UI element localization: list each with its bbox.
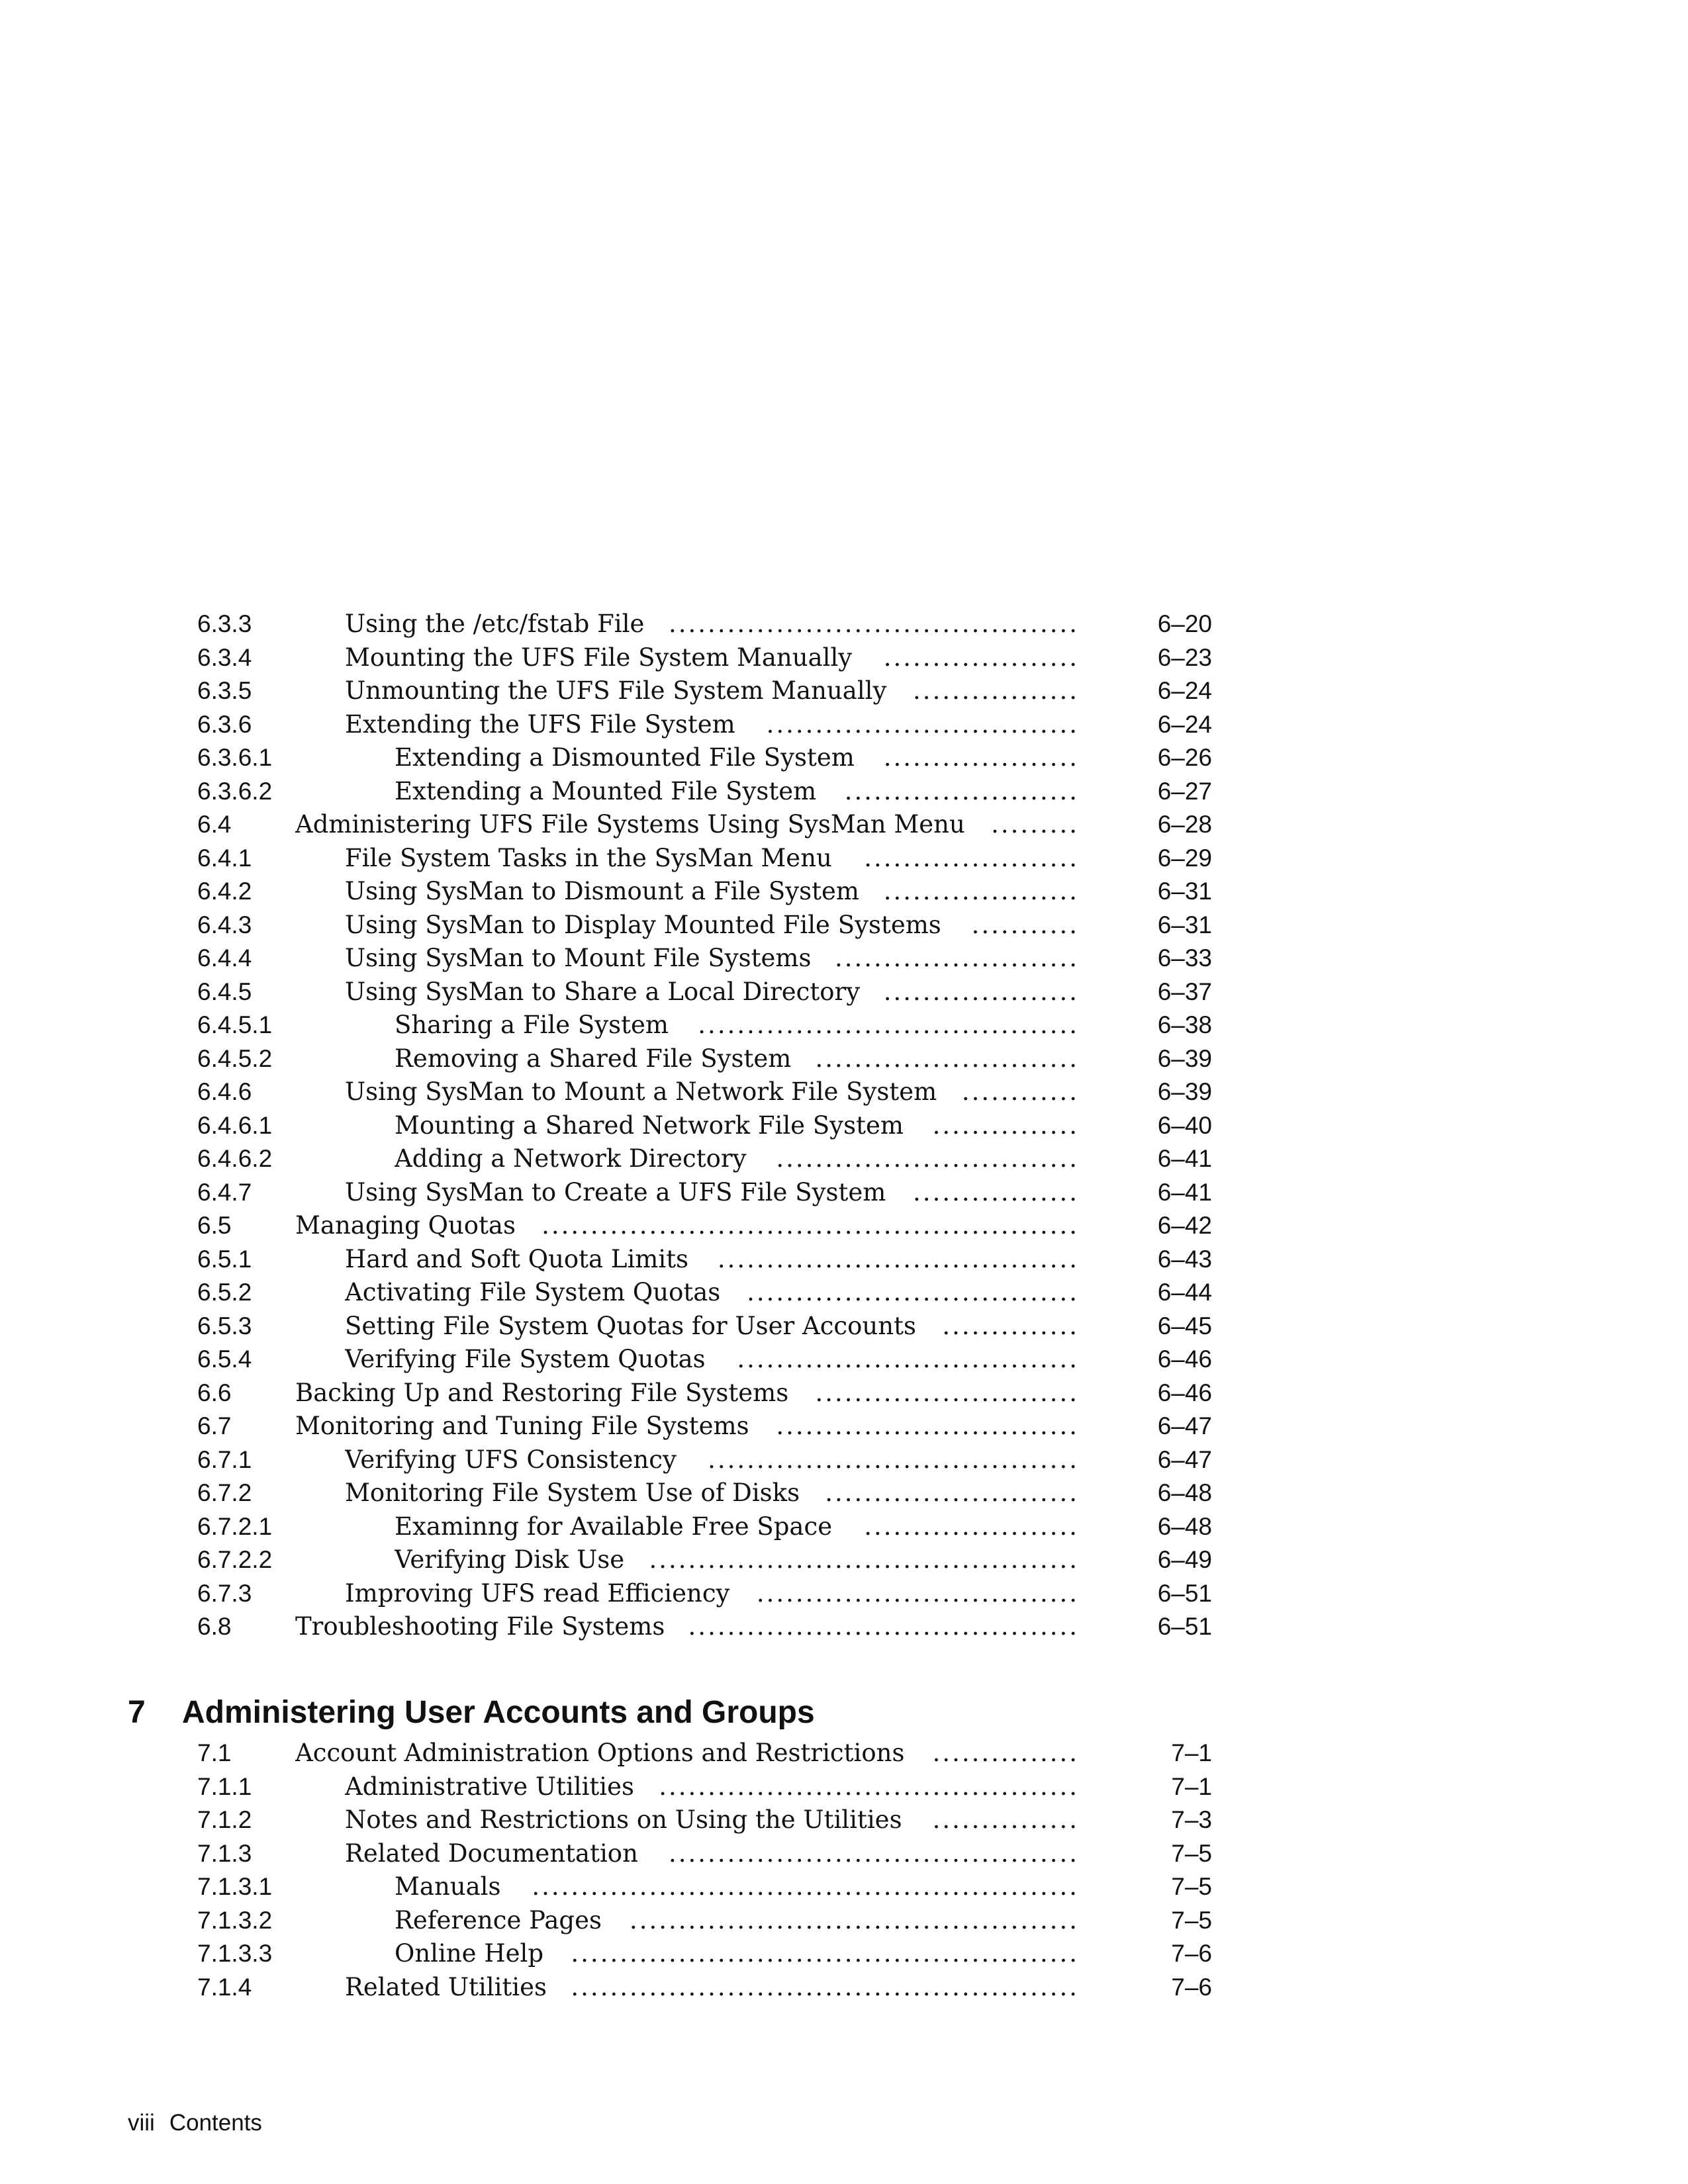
dot-leader: ........................................: [680, 1610, 1079, 1643]
dot-leader: ....................: [876, 741, 1079, 774]
dot-leader: ......................: [856, 1510, 1079, 1543]
toc-section-title: Notes and Restrictions on Using the Utilities: [345, 1805, 902, 1834]
toc-row: [0, 1443, 1688, 1477]
toc-row: [0, 1803, 1688, 1837]
dot-leader: ...........................................: [651, 1770, 1079, 1803]
toc-page-number: 7–1: [1171, 1739, 1212, 1766]
toc-section-title: Manuals: [395, 1872, 501, 1901]
toc-row: [0, 674, 1688, 707]
footer-section: Contents: [169, 2110, 262, 2136]
toc-entry: [345, 1803, 1079, 1837]
toc-row: [0, 1410, 1688, 1443]
toc-section-number: 6.3.6: [197, 710, 252, 738]
toc-section-number: 7.1.3: [197, 1839, 252, 1867]
toc-row: [0, 1310, 1688, 1343]
dot-leader: ...........: [964, 909, 1079, 942]
toc-row: [0, 1577, 1688, 1610]
toc-entry: [345, 1971, 1079, 2004]
dot-leader: .........: [983, 808, 1079, 841]
toc-entry: [345, 942, 1079, 975]
toc-entry: [395, 775, 1079, 808]
toc-row: [0, 1770, 1688, 1803]
toc-row: [0, 1510, 1688, 1543]
dot-leader: .....................................: [710, 1243, 1079, 1276]
toc-page-number: 6–48: [1157, 1479, 1212, 1506]
chapter-heading: [128, 1693, 815, 1733]
dot-leader: ....................................................: [563, 1937, 1079, 1970]
toc-section-title: Setting File System Quotas for User Accounts: [345, 1311, 916, 1340]
toc-section-number: 6.6: [197, 1379, 232, 1406]
toc-section-number: 6.3.6.2: [197, 777, 273, 805]
toc-row: [0, 1009, 1688, 1042]
toc-row: [0, 1243, 1688, 1276]
toc-entry: [395, 1904, 1079, 1937]
toc-row: [0, 1042, 1688, 1075]
toc-page-number: 6–48: [1157, 1512, 1212, 1540]
chapter-number: 7: [128, 1695, 146, 1730]
toc-section-number: 6.4.6: [197, 1078, 252, 1105]
toc-entry: [345, 1477, 1079, 1510]
dot-leader: ...............: [925, 1737, 1079, 1770]
toc-entry: [345, 608, 1079, 641]
toc-section-title: Using SysMan to Create a UFS File System: [345, 1177, 886, 1206]
toc-section-number: 6.7.1: [197, 1445, 252, 1473]
toc-section-number: 6.4.7: [197, 1178, 252, 1206]
toc-section-title: Unmounting the UFS File System Manually: [345, 676, 887, 705]
toc-section-title: Administering UFS File Systems Using SysMan Menu: [295, 810, 965, 839]
toc-row: [0, 1142, 1688, 1175]
dot-leader: ..........................................: [661, 608, 1079, 641]
toc-entry: [395, 1109, 1079, 1142]
toc-entry: [345, 1443, 1079, 1477]
toc-entry: [345, 674, 1079, 707]
dot-leader: ......................................: [700, 1443, 1079, 1477]
toc-entry: [295, 1737, 1079, 1770]
toc-section-title: Extending a Dismounted File System: [395, 743, 855, 772]
toc-row: [0, 1209, 1688, 1242]
toc-section-number: 6.4.4: [197, 944, 252, 972]
toc-section-number: 7.1.1: [197, 1772, 252, 1800]
toc-section-number: 6.3.6.1: [197, 744, 273, 771]
toc-page-number: 6–41: [1157, 1178, 1212, 1206]
toc-section-title: Using SysMan to Share a Local Directory: [345, 977, 861, 1006]
toc-page-number: 6–24: [1157, 677, 1212, 704]
dot-leader: ....................: [876, 875, 1079, 908]
toc-section-number: 6.7.2: [197, 1479, 252, 1506]
toc-page-number: 6–24: [1157, 710, 1212, 738]
toc-section-title: Using SysMan to Display Mounted File Systems: [345, 910, 941, 939]
toc-section-title: Using SysMan to Mount File Systems: [345, 944, 812, 972]
toc-page-number: 6–43: [1157, 1245, 1212, 1273]
toc-section-title: File System Tasks in the SysMan Menu: [345, 843, 832, 872]
dot-leader: ....................: [876, 976, 1079, 1009]
toc-section-title: Verifying Disk Use: [395, 1545, 625, 1574]
toc-page-number: 7–6: [1171, 1973, 1212, 2001]
toc-section-title: Extending a Mounted File System: [395, 776, 817, 805]
toc-row: [0, 1109, 1688, 1142]
toc-page-number: 7–5: [1171, 1839, 1212, 1867]
toc-section-number: 6.8: [197, 1613, 232, 1640]
toc-entry: [295, 1410, 1079, 1443]
toc-page-number: 6–51: [1157, 1613, 1212, 1640]
toc-section-number: 6.4.5.2: [197, 1044, 273, 1072]
toc-row: [0, 842, 1688, 875]
toc-row: [0, 1937, 1688, 1970]
toc-section-number: 6.3.3: [197, 610, 252, 637]
toc-page-number: 6–49: [1157, 1546, 1212, 1573]
dot-leader: .................: [905, 1176, 1079, 1209]
toc-entry: [295, 1610, 1079, 1643]
toc-page-number: 6–37: [1157, 978, 1212, 1005]
toc-row: [0, 708, 1688, 741]
toc-section-title: Adding a Network Directory: [395, 1144, 747, 1173]
toc-page-number: 6–20: [1157, 610, 1212, 637]
toc-entry: [295, 808, 1079, 841]
toc-page-number: 6–46: [1157, 1379, 1212, 1406]
toc-entry: [345, 1577, 1079, 1610]
toc-entry: [345, 875, 1079, 908]
toc-section-title: Mounting a Shared Network File System: [395, 1111, 904, 1140]
toc-section-title: Verifying UFS Consistency: [345, 1445, 677, 1474]
dot-leader: ..............: [934, 1310, 1079, 1343]
toc-page-number: 7–6: [1171, 1940, 1212, 1967]
dot-leader: ............................................: [641, 1543, 1080, 1576]
toc-section-number: 6.3.4: [197, 643, 252, 671]
toc-page-number: 7–1: [1171, 1772, 1212, 1800]
toc-row: [0, 641, 1688, 674]
toc-section-number: 6.5.4: [197, 1345, 252, 1373]
toc-entry: [395, 1042, 1079, 1075]
toc-entry: [345, 1310, 1079, 1343]
dot-leader: ..........................................: [661, 1837, 1079, 1870]
toc-section-number: 7.1.3.1: [197, 1873, 273, 1900]
toc-page-number: 6–23: [1157, 643, 1212, 671]
toc-page-number: 6–42: [1157, 1212, 1212, 1239]
dot-leader: ......................: [856, 842, 1079, 875]
toc-section-number: 6.5: [197, 1212, 232, 1239]
toc-section-number: 7.1.2: [197, 1806, 252, 1833]
chapter-title: Administering User Accounts and Groups: [182, 1695, 815, 1730]
toc-page-number: 7–5: [1171, 1906, 1212, 1934]
toc-section-title: Managing Quotas: [295, 1211, 516, 1240]
toc-section-number: 6.3.5: [197, 677, 252, 704]
toc-page-number: 6–31: [1157, 878, 1212, 905]
toc-row: [0, 1904, 1688, 1937]
toc-section-title: Using SysMan to Dismount a File System: [345, 877, 859, 905]
toc-row: [0, 1343, 1688, 1376]
toc-page-number: 7–3: [1171, 1806, 1212, 1833]
toc-entry: [395, 1510, 1079, 1543]
toc-section-title: Online Help: [395, 1939, 543, 1968]
dot-leader: ........................................................: [524, 1870, 1079, 1903]
dot-leader: ....................................................: [563, 1971, 1079, 2004]
dot-leader: ...........................: [807, 1377, 1079, 1410]
toc-row: [0, 942, 1688, 975]
toc-page-number: 6–51: [1157, 1579, 1212, 1607]
toc-entry: [345, 708, 1079, 741]
toc-entry: [395, 1009, 1079, 1042]
toc-entry: [395, 741, 1079, 774]
toc-entry: [345, 909, 1079, 942]
toc-section-title: Improving UFS read Efficiency: [345, 1578, 730, 1608]
toc-section-title: Activating File System Quotas: [345, 1278, 721, 1306]
toc-entry: [395, 1543, 1079, 1576]
toc-page-number: 6–40: [1157, 1111, 1212, 1139]
dot-leader: .........................: [827, 942, 1079, 975]
toc-section-number: 7.1: [197, 1739, 232, 1766]
toc-entry: [395, 1937, 1079, 1970]
dot-leader: ..............................................: [622, 1904, 1079, 1937]
toc-section-title: Account Administration Options and Restrictions: [295, 1739, 905, 1767]
toc-section-title: Extending the UFS File System: [345, 709, 735, 739]
toc-entry: [295, 1377, 1079, 1410]
dot-leader: ........................: [837, 775, 1079, 808]
toc-row: [0, 1737, 1688, 1770]
toc-section-title: Monitoring and Tuning File Systems: [295, 1412, 749, 1440]
dot-leader: .......................................................: [534, 1209, 1079, 1242]
toc-section-title: Removing a Shared File System: [395, 1044, 792, 1073]
toc-page-number: 6–38: [1157, 1011, 1212, 1038]
dot-leader: ....................: [876, 641, 1079, 674]
toc-row: [0, 1176, 1688, 1209]
toc-section-number: 6.7.2.2: [197, 1546, 273, 1573]
toc-section-number: 6.4: [197, 811, 232, 838]
dot-leader: ............: [954, 1075, 1079, 1109]
toc-entry: [345, 1276, 1079, 1309]
toc-section-number: 6.4.5: [197, 978, 252, 1005]
toc-section-number: 6.4.6.2: [197, 1145, 273, 1172]
toc-page-number: 6–47: [1157, 1445, 1212, 1473]
toc-row: [0, 1075, 1688, 1109]
dot-leader: ...............................: [768, 1410, 1079, 1443]
toc-section-title: Hard and Soft Quota Limits: [345, 1244, 689, 1273]
toc-section-number: 6.7.2.1: [197, 1512, 273, 1540]
toc-page-number: 6–39: [1157, 1044, 1212, 1072]
toc-page-number: 6–46: [1157, 1345, 1212, 1373]
toc-section-number: 6.4.1: [197, 844, 252, 872]
toc-section-number: 6.7.3: [197, 1579, 252, 1607]
toc-row: [0, 875, 1688, 908]
toc-row: [0, 976, 1688, 1009]
toc-page-number: 6–31: [1157, 911, 1212, 938]
toc-page-number: 6–28: [1157, 811, 1212, 838]
toc-row: [0, 775, 1688, 808]
toc-entry: [395, 1870, 1079, 1903]
dot-leader: ...............................: [768, 1142, 1079, 1175]
toc-entry: [395, 1142, 1079, 1175]
toc-page-number: 6–45: [1157, 1312, 1212, 1340]
toc-section-title: Troubleshooting File Systems: [295, 1612, 665, 1641]
toc-section-title: Related Documentation: [345, 1839, 638, 1868]
toc-row: [0, 608, 1688, 641]
toc-row: [0, 1377, 1688, 1410]
toc-row: [0, 1971, 1688, 2004]
toc-entry: [345, 842, 1079, 875]
dot-leader: ...............: [925, 1109, 1079, 1142]
toc-row: [0, 741, 1688, 774]
toc-section-title: Examinng for Available Free Space: [395, 1512, 833, 1541]
toc-section-number: 7.1.3.2: [197, 1906, 273, 1934]
toc-section-title: Using the /etc/fstab File: [345, 610, 645, 638]
dot-leader: .................................: [749, 1577, 1079, 1610]
toc-entry: [345, 1075, 1079, 1109]
toc-page-number: 7–5: [1171, 1873, 1212, 1900]
toc-row: [0, 1477, 1688, 1510]
toc-section-title: Using SysMan to Mount a Network File System: [345, 1077, 937, 1106]
toc-entry: [345, 1837, 1079, 1870]
toc-page-number: 6–29: [1157, 844, 1212, 872]
toc-section-number: 7.1.3.3: [197, 1940, 273, 1967]
toc-section-title: Related Utilities: [345, 1972, 547, 2001]
dot-leader: ...........................: [807, 1042, 1079, 1075]
toc-page-number: 6–47: [1157, 1412, 1212, 1439]
toc-section-number: 6.4.5.1: [197, 1011, 273, 1038]
toc-row: [0, 1837, 1688, 1870]
toc-section-number: 6.5.1: [197, 1245, 252, 1273]
toc-section-number: 6.4.3: [197, 911, 252, 938]
toc-section-title: Mounting the UFS File System Manually: [345, 643, 853, 672]
toc-page-number: 6–27: [1157, 777, 1212, 805]
toc-entry: [295, 1209, 1079, 1242]
toc-section-number: 7.1.4: [197, 1973, 252, 2001]
toc-section-title: Reference Pages: [395, 1905, 602, 1934]
toc-entry: [345, 976, 1079, 1009]
toc-entry: [345, 641, 1079, 674]
toc-section-number: 6.7: [197, 1412, 232, 1439]
toc-section-number: 6.5.2: [197, 1279, 252, 1306]
toc-row: [0, 1610, 1688, 1643]
toc-section-number: 6.4.2: [197, 878, 252, 905]
toc-page-number: 6–44: [1157, 1279, 1212, 1306]
toc-page-number: 6–41: [1157, 1145, 1212, 1172]
dot-leader: ................................: [759, 708, 1079, 741]
toc-page-number: 6–26: [1157, 744, 1212, 771]
toc-row: [0, 1543, 1688, 1576]
toc-row: [0, 808, 1688, 841]
toc-row: [0, 1870, 1688, 1903]
toc-section-title: Backing Up and Restoring File Systems: [295, 1378, 789, 1407]
dot-leader: .......................................: [690, 1009, 1079, 1042]
toc-section-title: Administrative Utilities: [345, 1772, 634, 1801]
footer-page-number: viii: [128, 2110, 155, 2136]
toc-page-number: 6–33: [1157, 944, 1212, 972]
toc-section-number: 6.4.6.1: [197, 1111, 273, 1139]
toc-entry: [345, 1770, 1079, 1803]
dot-leader: ..................................: [739, 1276, 1079, 1309]
toc-page-number: 6–39: [1157, 1078, 1212, 1105]
dot-leader: ...................................: [729, 1343, 1079, 1376]
toc-entry: [345, 1243, 1079, 1276]
toc-section-title: Sharing a File System: [395, 1011, 669, 1039]
dot-leader: .................: [905, 674, 1079, 707]
dot-leader: ...............: [925, 1803, 1079, 1837]
toc-section-title: Monitoring File System Use of Disks: [345, 1479, 800, 1507]
toc-row: [0, 1276, 1688, 1309]
page-footer: [128, 2108, 262, 2138]
toc-entry: [345, 1343, 1079, 1376]
toc-section-number: 6.5.3: [197, 1312, 252, 1340]
toc-row: [0, 909, 1688, 942]
toc-section-title: Verifying File System Quotas: [345, 1345, 706, 1373]
toc-entry: [345, 1176, 1079, 1209]
dot-leader: ..........................: [817, 1477, 1079, 1510]
